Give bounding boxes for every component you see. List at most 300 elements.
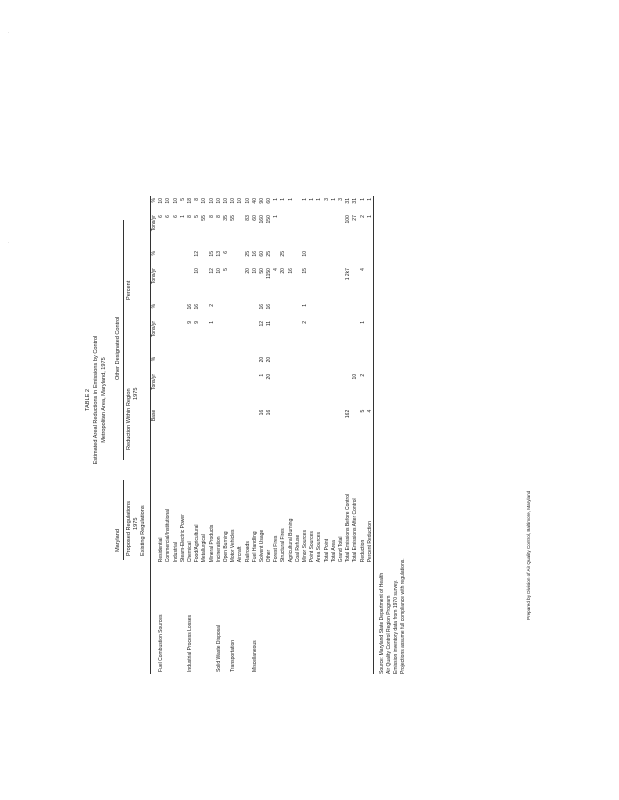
value-cell: 5 [179,198,186,201]
value-cell [165,302,172,319]
value-cell [173,266,180,302]
value-cell: 10 [352,373,359,380]
value-cell: 16 [187,303,194,310]
table-row [331,196,338,674]
value-cell: 5 [222,268,229,271]
value-cell [331,372,338,408]
colgroup-existing: Existing Regulations [140,505,146,556]
table-number: TABLE 2 [85,389,91,411]
margin-mark: · [8,30,10,35]
value-cell: 35 [222,215,229,221]
value-cell: 1 [280,198,287,201]
value-cell [230,355,237,372]
column-header: Tons/yr [151,373,158,391]
value-cell: 10 [251,268,258,274]
source-cell: Metallurgical [201,534,208,563]
category-cell [194,564,201,674]
value-cell [331,355,338,372]
source-cell: Total Area [330,540,337,563]
emissions-table [151,196,374,674]
value-cell [331,302,338,319]
category-cell [352,564,359,674]
value-cell [352,319,359,355]
value-cell [324,408,331,435]
value-cell [230,372,237,408]
value-cell [295,302,302,319]
colgroup-right: Other Designated Control [115,316,121,380]
table-row [288,196,295,674]
table-row [237,196,244,674]
value-cell: 1 [316,198,323,201]
category-cell [273,564,280,674]
table-row [295,196,302,674]
value-cell: 10 [244,198,251,204]
source-cell: Incineration [215,536,222,563]
value-cell [158,266,165,302]
category-cell [173,564,180,674]
value-cell: 1 [179,215,186,218]
value-cell: 9 [187,320,194,324]
value-cell [216,319,223,355]
value-cell: 2 [359,373,366,377]
value-cell [324,266,331,302]
value-cell: 10 [237,198,244,204]
value-cell: 10 [302,251,309,257]
value-cell: 150 [266,215,273,224]
table-subtitle: Metropolitan Area, Maryland, 1975 [101,357,107,443]
value-cell [173,408,180,435]
table-row [273,196,280,674]
footnote-line: Air Quality Control Region Program [386,595,392,674]
category-cell [338,564,345,674]
value-cell [180,249,187,266]
value-cell [302,408,309,435]
value-cell: 5 [359,409,366,413]
category-cell: Fuel Combustion Sources [158,614,165,672]
value-cell: 1 [359,198,366,201]
value-cell [352,302,359,319]
table-row [280,196,287,674]
source-cell: Residential [158,537,165,563]
value-cell: 1 [302,303,309,307]
category-cell [295,564,302,674]
value-cell [158,355,165,372]
value-cell: 60 [251,215,258,221]
value-cell [295,196,302,213]
value-cell [352,266,359,302]
column-header: Tons/yr [151,320,158,338]
value-cell [209,355,216,372]
value-cell: 6 [222,251,229,254]
value-cell: 1 [287,198,294,201]
value-cell: 16 [251,251,258,257]
value-cell [280,372,287,408]
value-cell: 10 [165,198,172,204]
value-cell [230,302,237,319]
value-cell: 10 [215,198,222,204]
source-cell: Area Sources [316,531,323,563]
category-cell [209,564,216,674]
category-cell: Transportation [230,639,237,672]
value-cell [180,319,187,355]
value-cell: 1 [273,198,280,201]
table-row [244,196,251,674]
rule [123,220,124,460]
rule [123,480,124,560]
footnote-line: Emission inventory data from 1970 survey. [393,579,399,674]
category-cell [201,564,208,674]
source-cell: Coal Refuse [294,534,301,563]
value-cell [273,355,280,372]
value-cell: 1 [366,198,373,201]
value-cell: 10 [201,198,208,204]
value-cell: 10 [230,198,237,204]
total-label: Reduction [359,539,366,563]
value-cell [359,355,366,372]
source-cell: Grand Total [337,536,344,563]
value-cell [345,355,352,372]
value-cell [309,266,316,302]
value-cell: 16 [258,409,265,416]
value-cell [216,408,223,435]
value-cell: 11 [266,320,273,327]
value-cell: 2 [302,320,309,324]
value-cell [158,302,165,319]
value-cell [295,372,302,408]
value-cell [316,355,323,372]
value-cell [180,266,187,302]
category-cell [331,564,338,674]
source-cell: Minor Sources [302,530,309,563]
value-cell: 9 [194,320,201,324]
value-cell [216,372,223,408]
value-cell [237,213,244,249]
value-cell: 55 [201,215,208,221]
table-row [324,196,331,674]
value-cell [165,319,172,355]
value-cell: 10 [194,268,201,274]
value-cell: 27 [352,215,359,221]
value-cell [187,266,194,302]
value-cell: 1 [366,215,373,218]
value-cell [309,319,316,355]
value-cell [273,408,280,435]
source-cell: Mineral Products [208,524,215,563]
rotated-table-sheet [73,120,543,680]
value-cell [338,266,345,302]
value-cell: 25 [266,251,273,257]
source-cell: Commercial/Institutional [165,508,172,563]
source-cell: Motor Vehicles [230,529,237,563]
value-cell [338,408,345,435]
value-cell [252,408,259,435]
value-cell: 1 [309,198,316,201]
value-cell [331,249,338,266]
value-cell: 25 [280,251,287,257]
column-header: Tons/yr [151,268,158,285]
value-cell [345,302,352,319]
value-cell: 15 [208,251,215,257]
value-cell [295,213,302,249]
value-cell [324,249,331,266]
table-row [266,196,273,674]
value-cell: 13 [215,251,222,257]
value-cell [165,372,172,408]
value-cell: 3 [323,198,330,201]
total-row [345,196,352,674]
source-cell: Food/Agricultural [194,524,201,563]
value-cell: 40 [251,198,258,204]
value-cell [295,355,302,372]
value-cell [316,372,323,408]
table-row [180,196,187,674]
value-cell [331,408,338,435]
value-cell [194,372,201,408]
footnotes [379,558,407,674]
table-row [230,196,237,674]
value-cell: 18 [187,198,194,204]
value-cell [280,408,287,435]
value-cell [209,372,216,408]
value-cell [252,319,259,355]
table-row [316,196,323,674]
value-cell: 10 [208,198,215,204]
value-cell [165,266,172,302]
value-cell: 60 [266,198,273,204]
value-cell [352,249,359,266]
source-header [151,435,158,564]
value-cell: 100 [345,215,352,224]
value-cell [209,408,216,435]
category-cell: Industrial Process Losses [187,615,194,672]
value-cell [331,319,338,355]
colgroup-reduction: Reduction Within Region [126,388,132,450]
value-cell [223,372,230,408]
value-cell [180,355,187,372]
source-cell: Railroads [244,541,251,563]
category-cell [316,564,323,674]
value-cell: 1 [208,320,215,324]
value-cell [345,249,352,266]
value-cell [352,355,359,372]
value-cell: 50 [258,268,265,274]
value-cell: 8 [215,215,222,218]
category-cell [302,564,309,674]
column-header: % [151,356,158,362]
colgroup-proposed: Proposed Regulations [126,500,132,556]
value-cell [180,372,187,408]
value-cell [237,249,244,266]
value-cell [244,408,251,435]
table-row [252,196,259,674]
value-cell [288,355,295,372]
column-header: Base [151,409,158,422]
value-cell [173,355,180,372]
value-cell [302,355,309,372]
colgroup-percent: Percent [126,280,132,300]
value-cell [230,266,237,302]
value-cell: 83 [244,215,251,221]
value-cell [345,319,352,355]
value-cell: 8 [187,215,194,218]
value-cell [173,249,180,266]
value-cell [352,408,359,435]
value-cell: 1150 [266,268,273,279]
value-cell: 10 [222,198,229,204]
category-cell [165,564,172,674]
value-cell: 31 [345,198,352,204]
value-cell: 4 [359,268,366,271]
value-cell [173,302,180,319]
value-cell: 16 [287,268,294,274]
value-cell [237,266,244,302]
value-cell [223,408,230,435]
value-cell: 90 [258,198,265,204]
value-cell: 8 [208,215,215,218]
value-cell: 15 [302,268,309,274]
value-cell [288,319,295,355]
value-cell [338,302,345,319]
value-cell: 12 [208,268,215,274]
value-cell: 1 [359,320,366,324]
source-cell: Aircraft [237,546,244,563]
source-cell: Industrial [172,541,179,563]
value-cell [302,372,309,408]
value-cell: 20 [266,356,273,363]
value-cell [295,266,302,302]
value-cell: 31 [352,198,359,204]
total-label: Total Emissions Before Control [345,493,352,563]
value-cell: 2 [359,215,366,218]
value-cell: 6 [165,215,172,218]
value-cell [309,249,316,266]
value-cell: 16 [266,303,273,310]
value-cell [201,266,208,302]
column-header-row [151,196,158,674]
table-row [209,196,216,674]
value-cell [316,319,323,355]
value-cell [316,266,323,302]
value-cell [180,302,187,319]
value-cell: 1 [302,198,309,201]
value-cell [237,372,244,408]
value-cell [201,372,208,408]
value-cell: 4 [366,409,373,413]
value-cell [216,355,223,372]
value-cell [288,302,295,319]
value-cell [273,249,280,266]
value-cell: 25 [244,251,251,257]
value-cell [201,408,208,435]
value-cell [223,319,230,355]
value-cell [309,408,316,435]
value-cell [244,302,251,319]
table-row [302,196,309,674]
table-row [187,196,194,674]
value-cell: 4 [273,268,280,271]
value-cell: 6 [158,215,165,218]
value-cell [187,408,194,435]
value-cell [244,319,251,355]
value-cell [288,213,295,249]
value-cell [165,249,172,266]
value-cell [180,408,187,435]
table-row [338,196,345,674]
value-cell [252,302,259,319]
table-row [194,196,201,674]
value-cell [158,319,165,355]
value-cell [273,302,280,319]
table-row [201,196,208,674]
value-cell [309,213,316,249]
value-cell [345,372,352,408]
value-cell: 1 [258,373,265,377]
value-cell [201,249,208,266]
value-cell [309,372,316,408]
table-row [158,196,165,674]
value-cell [309,302,316,319]
column-header: Tons/yr [151,215,158,232]
source-cell: Fuel Handling [251,531,258,563]
value-cell [338,319,345,355]
value-cell [273,372,280,408]
category-cell [345,564,352,674]
value-cell [324,302,331,319]
value-cell [173,372,180,408]
total-label: Total Emissions After Control [352,498,359,563]
value-cell [173,319,180,355]
category-header [151,564,158,674]
value-cell [324,319,331,355]
value-cell [158,249,165,266]
source-cell: Total Point [323,538,330,563]
colgroup-left: Maryland [115,528,121,552]
category-cell [359,564,366,674]
value-cell [216,302,223,319]
value-cell: 20 [280,268,287,274]
source-cell: Structural Fires [280,528,287,563]
footnote-line: Source: Maryland State Department of Health [379,572,385,674]
value-cell [223,355,230,372]
value-cell [338,249,345,266]
value-cell [324,372,331,408]
value-cell: 16 [266,409,273,416]
source-cell: Other [266,549,273,563]
source-cell: Steam-Electric Power [179,514,186,563]
value-cell: 55 [230,215,237,221]
table-row [173,196,180,674]
category-cell [309,564,316,674]
table-row [223,196,230,674]
value-cell: 10 [215,268,222,274]
column-header: % [151,251,158,256]
value-cell: 6 [172,215,179,218]
value-cell [316,249,323,266]
value-cell [324,213,331,249]
value-cell [338,355,345,372]
value-cell [223,302,230,319]
value-cell [273,319,280,355]
source-cell: Agricultural Burning [287,518,294,563]
category-cell [259,564,266,674]
value-cell [280,319,287,355]
value-cell [280,302,287,319]
value-cell: 1 [330,198,337,201]
value-cell [194,355,201,372]
source-cell: Point Sources [309,531,316,563]
value-cell [288,372,295,408]
value-cell [237,319,244,355]
